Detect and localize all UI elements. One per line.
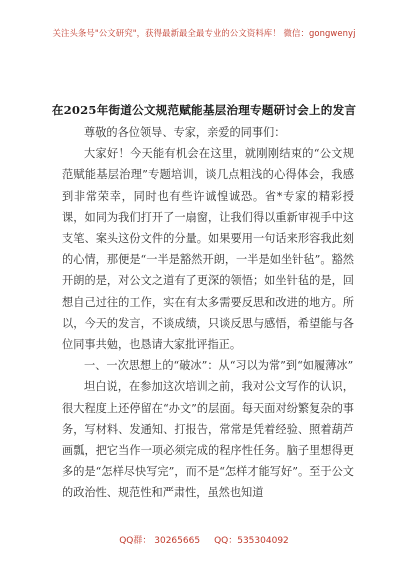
section-heading: 一、一次思想上的“破冰”：从“习以为常”到“如履薄冰” <box>84 359 354 373</box>
footer-qq-number: QQ：535304092 <box>214 536 289 546</box>
footer-qq-group: QQ群： 30265665 <box>119 536 201 546</box>
document-title: 在2025年街道公文规范赋能基层治理专题研讨会上的发言 <box>51 103 357 117</box>
header-promo-note: 关注头条号"公文研究"，获得最新最全最专业的公文资料库！ 微信：gongwenyj <box>52 28 356 38</box>
body-paragraph: 大家好！今天能有机会在这里，就刚刚结束的“公文规范赋能基层治理”专题培训，谈几点粗浅的心得体会，我感到非常荣幸，同时也有些许诚惶诚恐。省*专家的精彩授课，如同为我们打开了一扇窗，让我们得以重新审视手中这支笔、案头这份文件的分量。如果要用一句话来形容我此刻的心情，那便是“一半是豁然开朗，一半是如坐针毡”。豁然开朗的是，对公文之道有了更深的领悟；如坐针毡的是，回想自己过往的工作，实在有太多需要反思和改进的地方。所以，今天的发言，不谈成绩，只谈反思与感悟，希望能与各位同事共勉，也恳请大家批评指正。 <box>62 147 354 352</box>
section-paragraph: 坦白说，在参加这次培训之前，我对公文写作的认识，很大程度上还停留在“办文”的层面。每天面对纷繁复杂的事务，写材料、发通知、打报告，常常是凭着经验、照着葫芦画瓢，把它当作一项必须完成的程序性任务。脑子里想得更多的是“怎样尽快写完”，而不是“怎样才能写好”。至于公文的政治性、规范性和严肃性，虽然也知道 <box>62 380 354 500</box>
document-body <box>62 122 354 504</box>
salutation: 尊敬的各位领导、专家，亲爱的同事们： <box>84 126 286 139</box>
footer-contact <box>0 533 408 546</box>
